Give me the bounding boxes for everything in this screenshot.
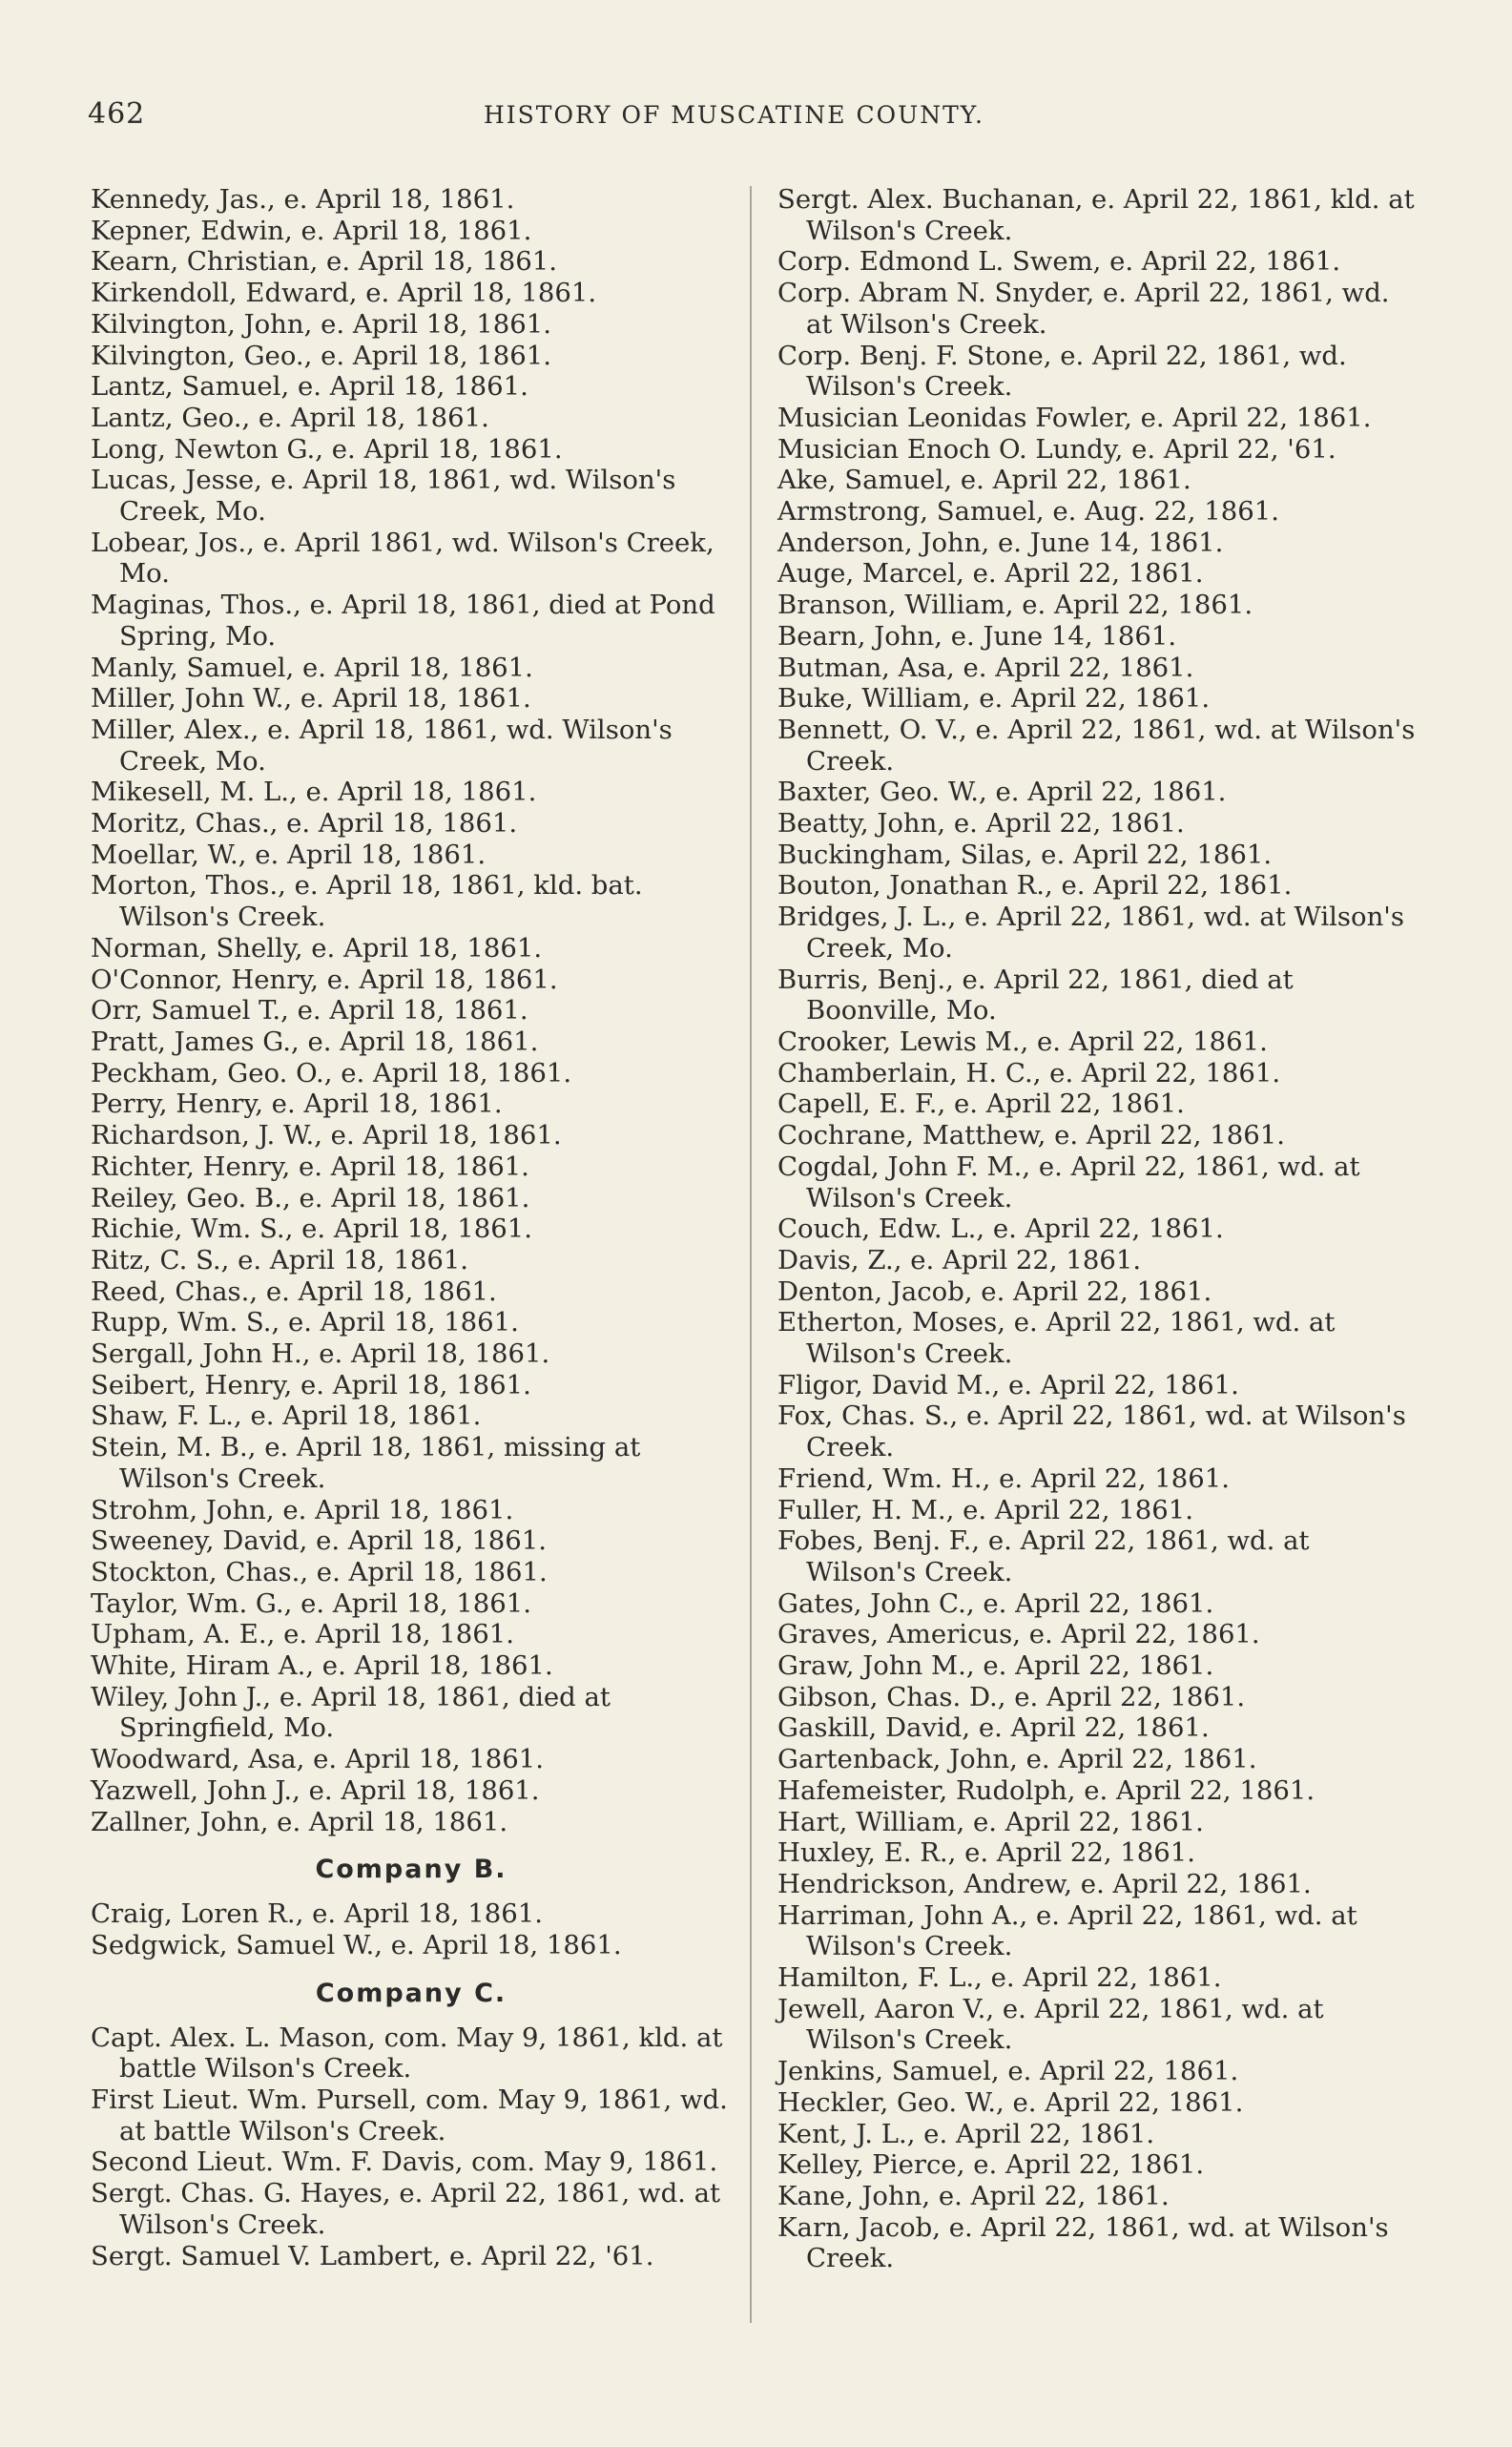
company-b-heading: Company B.: [315, 1855, 507, 1885]
roster-entry: Davis, Z., e. April 22, 1861.: [777, 1244, 1142, 1275]
roster-entry: O'Connor, Henry, e. April 18, 1861.: [91, 964, 558, 995]
roster-entry: Stein, M. B., e. April 18, 1861, missing at Wilson's Creek.: [91, 1432, 641, 1494]
roster-entry: Baxter, Geo. W., e. April 22, 1861.: [777, 777, 1227, 808]
roster-entry: Bearn, John, e. June 14, 1861.: [777, 620, 1177, 652]
roster-entry: Lantz, Geo., e. April 18, 1861.: [91, 402, 489, 433]
roster-entry: Harriman, John A., e. April 22, 1861, wd. at Wilson's Creek.: [777, 1899, 1357, 1962]
roster-entry: First Lieut. Wm. Pursell, com. May 9, 1861, wd. at battle Wilson's Creek.: [91, 2084, 728, 2146]
roster-list-company-c: [91, 2022, 732, 2272]
roster-entry: Fuller, H. M., e. April 22, 1861.: [777, 1494, 1194, 1525]
roster-entry: Richter, Henry, e. April 18, 1861.: [91, 1151, 529, 1182]
roster-entry: Wiley, John J., e. April 18, 1861, died at Springfield, Mo.: [91, 1681, 611, 1744]
roster-entry: Sedgwick, Samuel W., e. April 18, 1861.: [91, 1929, 622, 1960]
roster-entry: Graves, Americus, e. April 22, 1861.: [777, 1619, 1260, 1650]
roster-entry: Huxley, E. R., e. April 22, 1861.: [777, 1837, 1196, 1869]
column-divider: [750, 186, 752, 2323]
left-column: [91, 184, 732, 2271]
roster-entry: Fligor, David M., e. April 22, 1861.: [777, 1369, 1239, 1400]
roster-entry: Miller, Alex., e. April 18, 1861, wd. Wilson's Creek, Mo.: [91, 714, 673, 777]
roster-entry: Heckler, Geo. W., e. April 22, 1861.: [777, 2086, 1244, 2118]
roster-entry: Armstrong, Samuel, e. Aug. 22, 1861.: [777, 496, 1279, 528]
roster-entry: Shaw, F. L., e. April 18, 1861.: [91, 1400, 482, 1432]
roster-entry: Ake, Samuel, e. April 22, 1861.: [777, 465, 1191, 496]
roster-entry: Friend, Wm. H., e. April 22, 1861.: [777, 1462, 1231, 1494]
roster-entry: Bridges, J. L., e. April 22, 1861, wd. at Wilson's Creek, Mo.: [777, 902, 1404, 964]
roster-entry: Seibert, Henry, e. April 18, 1861.: [91, 1369, 531, 1400]
roster-entry: Maginas, Thos., e. April 18, 1861, died at Pond Spring, Mo.: [91, 590, 715, 652]
roster-entry: Woodward, Asa, e. April 18, 1861.: [91, 1744, 545, 1775]
roster-entry: Craig, Loren R., e. April 18, 1861.: [91, 1898, 543, 1930]
roster-entry: Zallner, John, e. April 18, 1861.: [91, 1806, 508, 1837]
roster-entry: Reed, Chas., e. April 18, 1861.: [91, 1275, 497, 1307]
company-c-heading: Company C.: [315, 1978, 507, 2008]
roster-entry: Capell, E. F., e. April 22, 1861.: [777, 1089, 1185, 1120]
roster-entry: Hendrickson, Andrew, e. April 22, 1861.: [777, 1868, 1312, 1899]
roster-entry: Lucas, Jesse, e. April 18, 1861, wd. Wilson's Creek, Mo.: [91, 465, 676, 528]
roster-entry: Lobear, Jos., e. April 1861, wd. Wilson's Creek, Mo.: [91, 527, 715, 590]
roster-entry: Ritz, C. S., e. April 18, 1861.: [91, 1244, 469, 1275]
running-title: HISTORY OF MUSCATINE COUNTY.: [484, 101, 984, 129]
roster-entry: Corp. Abram N. Snyder, e. April 22, 1861, wd. at Wilson's Creek.: [777, 278, 1390, 340]
roster-entry: Crooker, Lewis M., e. April 22, 1861.: [777, 1026, 1268, 1057]
roster-entry: Auge, Marcel, e. April 22, 1861.: [777, 558, 1204, 590]
page-header: [88, 97, 1042, 135]
roster-entry: Kepner, Edwin, e. April 18, 1861.: [91, 215, 532, 246]
roster-entry: Kilvington, Geo., e. April 18, 1861.: [91, 340, 552, 371]
roster-entry: Sergt. Chas. G. Hayes, e. April 22, 1861, wd. at Wilson's Creek.: [91, 2178, 721, 2240]
roster-entry: Gates, John C., e. April 22, 1861.: [777, 1587, 1214, 1619]
roster-entry: Corp. Edmond L. Swem, e. April 22, 1861.: [777, 246, 1341, 278]
roster-entry: Hamilton, F. L., e. April 22, 1861.: [777, 1962, 1222, 1994]
roster-entry: Stockton, Chas., e. April 18, 1861.: [91, 1556, 548, 1587]
roster-list-company-b: [91, 1898, 732, 1960]
roster-entry: Second Lieut. Wm. F. Davis, com. May 9, 1861.: [91, 2146, 718, 2178]
roster-entry: Manly, Samuel, e. April 18, 1861.: [91, 652, 533, 683]
roster-entry: Kennedy, Jas., e. April 18, 1861.: [91, 184, 515, 215]
roster-entry: Beatty, John, e. April 22, 1861.: [777, 808, 1185, 840]
roster-entry: Gaskill, David, e. April 22, 1861.: [777, 1712, 1210, 1744]
roster-entry: Long, Newton G., e. April 18, 1861.: [91, 433, 563, 465]
roster-entry: Capt. Alex. L. Mason, com. May 9, 1861, kld. at battle Wilson's Creek.: [91, 2022, 723, 2084]
roster-entry: Etherton, Moses, e. April 22, 1861, wd. at Wilson's Creek.: [777, 1307, 1336, 1370]
roster-entry: Hart, William, e. April 22, 1861.: [777, 1806, 1204, 1837]
roster-entry: Couch, Edw. L., e. April 22, 1861.: [777, 1213, 1224, 1245]
roster-entry: Kearn, Christian, e. April 18, 1861.: [91, 246, 557, 278]
roster-entry: Morton, Thos., e. April 18, 1861, kld. bat. Wilson's Creek.: [91, 870, 643, 933]
roster-entry: Miller, John W., e. April 18, 1861.: [91, 683, 531, 715]
roster-entry: Lantz, Samuel, e. April 18, 1861.: [91, 371, 528, 403]
roster-entry: Richie, Wm. S., e. April 18, 1861.: [91, 1213, 532, 1245]
roster-entry: Peckham, Geo. O., e. April 18, 1861.: [91, 1057, 572, 1089]
roster-entry: Rupp, Wm. S., e. April 18, 1861.: [91, 1307, 519, 1338]
roster-entry: Graw, John M., e. April 22, 1861.: [777, 1650, 1214, 1682]
roster-entry: Mikesell, M. L., e. April 18, 1861.: [91, 777, 537, 808]
roster-entry: Perry, Henry, e. April 18, 1861.: [91, 1089, 503, 1120]
roster-entry: Jewell, Aaron V., e. April 22, 1861, wd. at Wilson's Creek.: [777, 1993, 1324, 2056]
roster-entry: Sweeney, David, e. April 18, 1861.: [91, 1525, 548, 1557]
roster-list-company-a: [91, 184, 732, 1837]
roster-entry: Taylor, Wm. G., e. April 18, 1861.: [91, 1587, 532, 1619]
page-number: 462: [88, 97, 146, 131]
roster-entry: Burris, Benj., e. April 22, 1861, died at Boonville, Mo.: [777, 964, 1294, 1026]
roster-entry: Butman, Asa, e. April 22, 1861.: [777, 652, 1194, 683]
roster-entry: Moritz, Chas., e. April 18, 1861.: [91, 808, 518, 840]
right-column: [777, 184, 1419, 2274]
roster-entry: Kelley, Pierce, e. April 22, 1861.: [777, 2149, 1205, 2181]
roster-entry: Jenkins, Samuel, e. April 22, 1861.: [777, 2056, 1239, 2087]
roster-entry: Buke, William, e. April 22, 1861.: [777, 683, 1211, 715]
roster-entry: Sergt. Samuel V. Lambert, e. April 22, '61.: [91, 2240, 654, 2271]
roster-entry: Cogdal, John F. M., e. April 22, 1861, wd. at Wilson's Creek.: [777, 1151, 1360, 1213]
roster-entry: Fobes, Benj. F., e. April 22, 1861, wd. at Wilson's Creek.: [777, 1525, 1310, 1587]
roster-entry: Orr, Samuel T., e. April 18, 1861.: [91, 995, 528, 1026]
roster-entry: Reiley, Geo. B., e. April 18, 1861.: [91, 1182, 530, 1213]
roster-entry: Sergall, John H., e. April 18, 1861.: [91, 1338, 550, 1370]
roster-entry: Karn, Jacob, e. April 22, 1861, wd. at Wilson's Creek.: [777, 2211, 1389, 2274]
roster-entry: Kilvington, John, e. April 18, 1861.: [91, 308, 551, 340]
roster-entry: Norman, Shelly, e. April 18, 1861.: [91, 932, 543, 964]
roster-entry: Branson, William, e. April 22, 1861.: [777, 590, 1253, 621]
roster-entry: Gartenback, John, e. April 22, 1861.: [777, 1744, 1257, 1775]
roster-entry: Cochrane, Matthew, e. April 22, 1861.: [777, 1120, 1286, 1151]
roster-entry: Sergt. Alex. Buchanan, e. April 22, 1861, kld. at Wilson's Creek.: [777, 184, 1415, 246]
roster-entry: Pratt, James G., e. April 18, 1861.: [91, 1026, 539, 1057]
roster-entry: Moellar, W., e. April 18, 1861.: [91, 839, 487, 870]
roster-entry: Kent, J. L., e. April 22, 1861.: [777, 2118, 1155, 2149]
roster-entry: Denton, Jacob, e. April 22, 1861.: [777, 1275, 1212, 1307]
roster-entry: Anderson, John, e. June 14, 1861.: [777, 527, 1224, 558]
roster-entry: Buckingham, Silas, e. April 22, 1861.: [777, 839, 1273, 870]
roster-entry: Yazwell, John J., e. April 18, 1861.: [91, 1774, 540, 1806]
roster-entry: Bouton, Jonathan R., e. April 22, 1861.: [777, 870, 1293, 902]
roster-entry: White, Hiram A., e. April 18, 1861.: [91, 1650, 553, 1682]
roster-entry: Hafemeister, Rudolph, e. April 22, 1861.: [777, 1774, 1315, 1806]
roster-entry: Kane, John, e. April 22, 1861.: [777, 2181, 1170, 2211]
roster-entry: Musician Enoch O. Lundy, e. April 22, '61.: [777, 433, 1336, 465]
roster-entry: Fox, Chas. S., e. April 22, 1861, wd. at Wilson's Creek.: [777, 1400, 1406, 1463]
roster-entry: Upham, A. E., e. April 18, 1861.: [91, 1619, 514, 1650]
roster-entry: Richardson, J. W., e. April 18, 1861.: [91, 1120, 562, 1151]
roster-entry: Chamberlain, H. C., e. April 22, 1861.: [777, 1057, 1281, 1089]
roster-entry: Corp. Benj. F. Stone, e. April 22, 1861, wd. Wilson's Creek.: [777, 340, 1347, 403]
roster-list-company-c-continued: [777, 184, 1419, 2274]
roster-entry: Gibson, Chas. D., e. April 22, 1861.: [777, 1681, 1246, 1712]
roster-entry: Musician Leonidas Fowler, e. April 22, 1861.: [777, 402, 1372, 433]
roster-entry: Kirkendoll, Edward, e. April 18, 1861.: [91, 278, 597, 309]
roster-entry: Strohm, John, e. April 18, 1861.: [91, 1494, 514, 1525]
roster-entry: Bennett, O. V., e. April 22, 1861, wd. at Wilson's Creek.: [777, 714, 1416, 777]
